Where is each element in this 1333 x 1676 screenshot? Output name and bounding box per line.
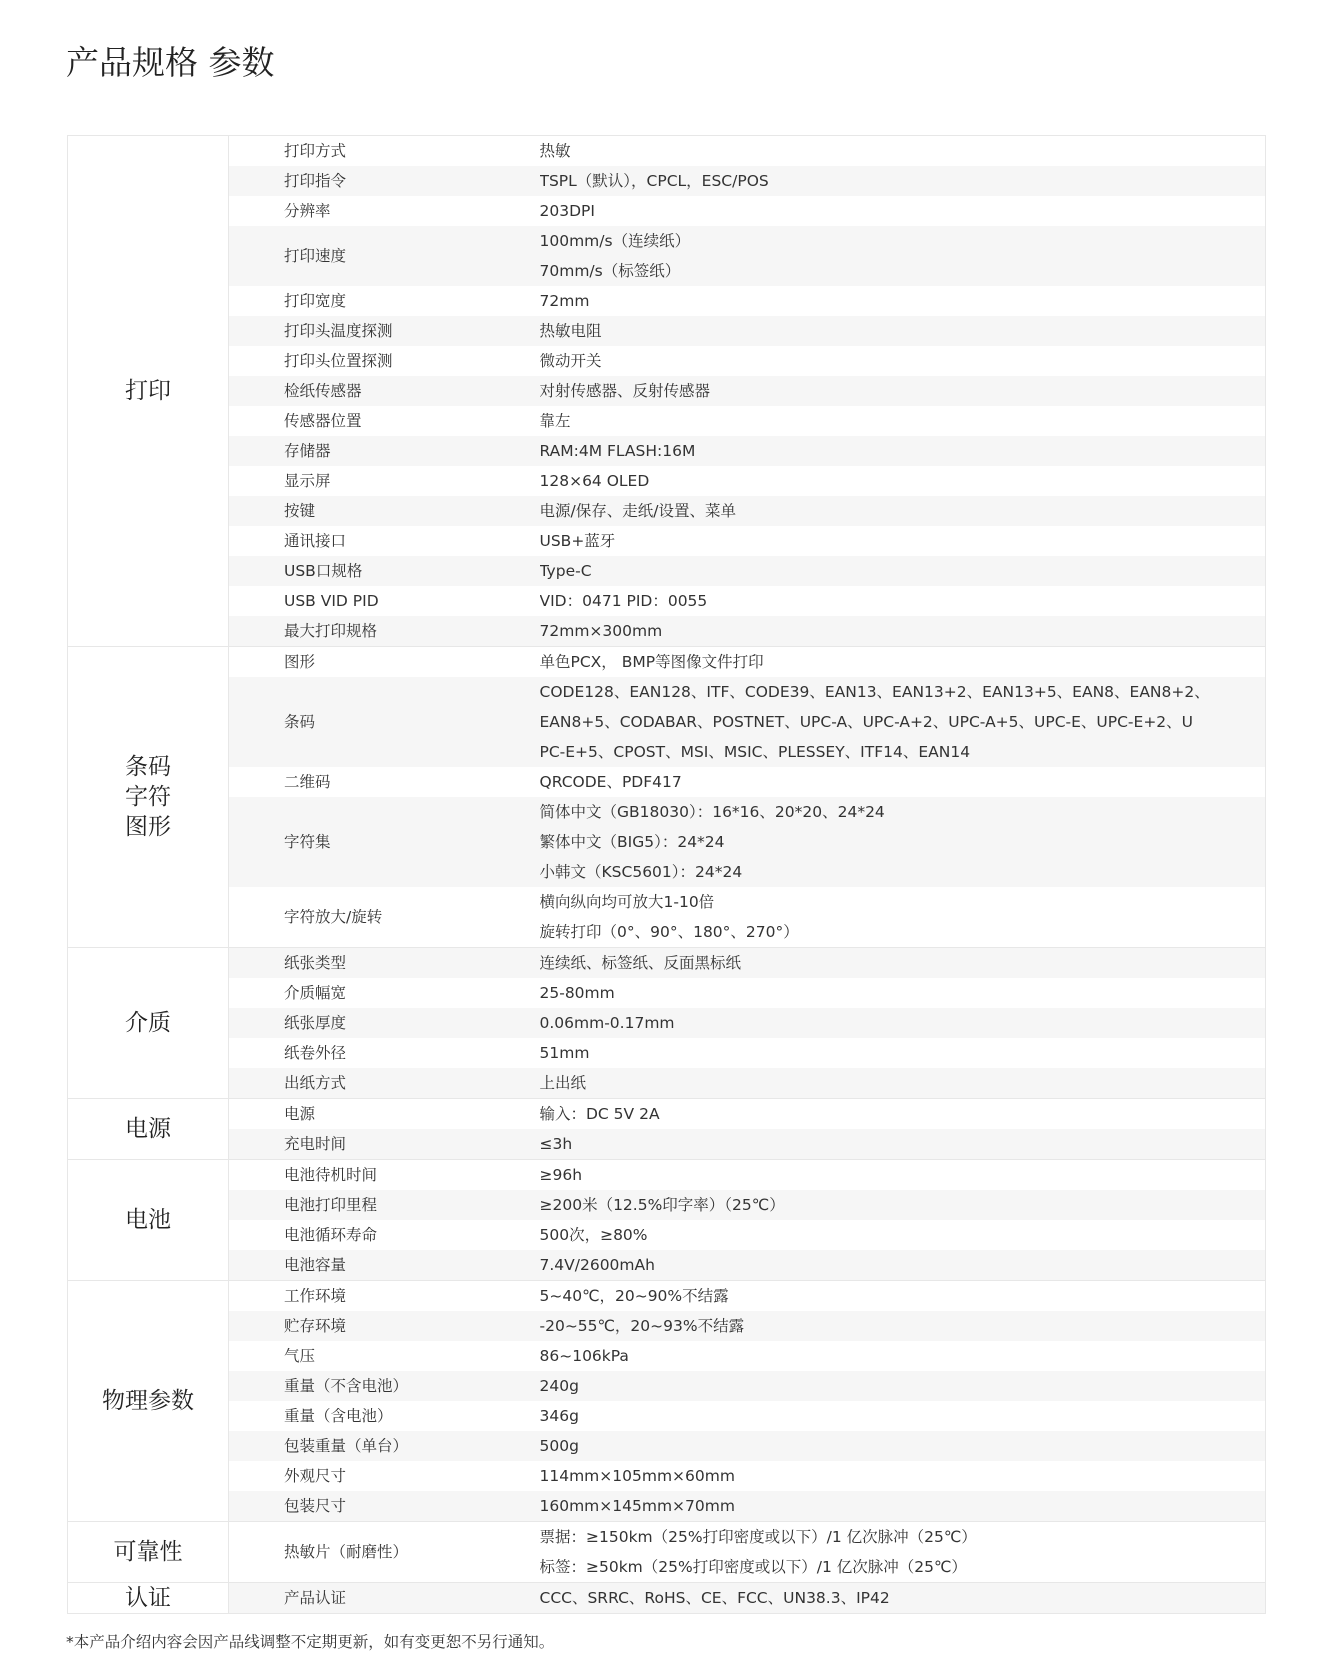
- spec-value-cell: [540, 1341, 1266, 1371]
- spec-value-cell: [540, 406, 1266, 436]
- spec-value-cell: [540, 1008, 1266, 1038]
- spec-value: ≥200米（12.5%印字率）（25℃）: [539, 1196, 785, 1214]
- spec-value: 输入：DC 5V 2A: [539, 1105, 660, 1123]
- category-label: 图形: [125, 814, 171, 840]
- spec-value-cell: [540, 887, 1266, 948]
- spec-name-cell: [229, 1461, 540, 1491]
- spec-row: [68, 1160, 1266, 1191]
- spec-row: [68, 767, 1266, 797]
- spec-value-cell: [540, 1311, 1266, 1341]
- spec-row: [68, 1401, 1266, 1431]
- spec-value: 346g: [539, 1407, 579, 1425]
- spec-value: 160mm×145mm×70mm: [539, 1497, 735, 1515]
- spec-name: 打印方式: [284, 142, 347, 160]
- spec-row: [68, 226, 1266, 286]
- spec-name: 打印头位置探测: [284, 352, 393, 370]
- category-cell-print: [68, 136, 229, 647]
- spec-row: [68, 586, 1266, 616]
- spec-name: 介质幅宽: [284, 984, 347, 1002]
- spec-value-cell: [540, 586, 1266, 616]
- spec-value: 500次，≥80%: [539, 1226, 648, 1244]
- footnote: *本产品介绍内容会因产品线调整不定期更新，如有变更恕不另行通知。: [66, 1633, 555, 1651]
- category-label: 条码: [125, 754, 171, 780]
- spec-value: 旋转打印（0°、90°、180°、270°）: [539, 923, 799, 941]
- spec-value: Type-C: [539, 562, 592, 580]
- spec-name-cell: [229, 1583, 540, 1614]
- spec-name-cell: [229, 376, 540, 406]
- spec-row: [68, 466, 1266, 496]
- spec-name: 电池待机时间: [284, 1166, 378, 1184]
- spec-value: 25-80mm: [539, 984, 615, 1002]
- spec-name-cell: [229, 1341, 540, 1371]
- spec-name: 电池打印里程: [284, 1196, 378, 1214]
- spec-row: [68, 136, 1266, 167]
- spec-name-cell: [229, 1281, 540, 1312]
- spec-row: [68, 1583, 1266, 1614]
- spec-value-cell: [540, 797, 1266, 887]
- spec-value: 86~106kPa: [539, 1347, 629, 1365]
- spec-name-cell: [229, 1160, 540, 1191]
- spec-value: 72mm×300mm: [539, 622, 663, 640]
- spec-row: [68, 1190, 1266, 1220]
- spec-row: [68, 436, 1266, 466]
- spec-value: 128×64 OLED: [539, 472, 650, 490]
- spec-value: 500g: [539, 1437, 579, 1455]
- spec-name-cell: [229, 1190, 540, 1220]
- spec-value-cell: [540, 346, 1266, 376]
- spec-name: 电池循环寿命: [284, 1226, 378, 1244]
- spec-name: 重量（不含电池）: [284, 1377, 409, 1395]
- category-label: 电池: [125, 1207, 171, 1233]
- spec-row: [68, 647, 1266, 678]
- spec-value: 热敏: [539, 142, 571, 160]
- spec-name: 热敏片（耐磨性）: [284, 1543, 409, 1561]
- spec-name: 打印指令: [284, 172, 347, 190]
- spec-value-cell: [540, 196, 1266, 226]
- spec-value: 51mm: [539, 1044, 590, 1062]
- spec-value-cell: [540, 1068, 1266, 1099]
- spec-name-cell: [229, 1220, 540, 1250]
- spec-value: ≤3h: [539, 1135, 573, 1153]
- spec-name-cell: [229, 1491, 540, 1522]
- spec-value: USB+蓝牙: [539, 532, 616, 550]
- spec-value: CCC、SRRC、RoHS、CE、FCC、UN38.3、IP42: [539, 1589, 890, 1607]
- spec-name-cell: [229, 1431, 540, 1461]
- spec-value-cell: [540, 226, 1266, 286]
- spec-name-cell: [229, 406, 540, 436]
- spec-row: [68, 978, 1266, 1008]
- category-label: 介质: [125, 1010, 171, 1036]
- spec-row: [68, 1341, 1266, 1371]
- spec-value-cell: [540, 1250, 1266, 1281]
- spec-value: 靠左: [539, 412, 571, 430]
- spec-value-cell: [540, 436, 1266, 466]
- spec-row: [68, 1038, 1266, 1068]
- spec-value-cell: [540, 316, 1266, 346]
- category-cell-cert: [68, 1583, 229, 1614]
- category-cell-media: [68, 948, 229, 1099]
- spec-value: 对射传感器、反射传感器: [539, 382, 711, 400]
- spec-value: RAM:4M FLASH:16M: [539, 442, 696, 460]
- spec-value-cell: [540, 1491, 1266, 1522]
- spec-value: 横向纵向均可放大1-10倍: [539, 893, 715, 911]
- spec-row: [68, 1431, 1266, 1461]
- spec-value-cell: [540, 677, 1266, 767]
- spec-name-cell: [229, 586, 540, 616]
- spec-name: 纸张厚度: [284, 1014, 347, 1032]
- category-cell-physical: [68, 1281, 229, 1522]
- category-cell-barcode: [68, 647, 229, 948]
- spec-value: 0.06mm-0.17mm: [539, 1014, 675, 1032]
- spec-row: [68, 1008, 1266, 1038]
- spec-value: 繁体中文（BIG5）：24*24: [539, 833, 725, 851]
- spec-value-cell: [540, 1583, 1266, 1614]
- spec-row: [68, 286, 1266, 316]
- spec-name: 纸卷外径: [284, 1044, 347, 1062]
- spec-row: [68, 376, 1266, 406]
- spec-row: [68, 1461, 1266, 1491]
- spec-name-cell: [229, 948, 540, 979]
- spec-name-cell: [229, 797, 540, 887]
- spec-name: 条码: [284, 713, 316, 731]
- spec-row: [68, 196, 1266, 226]
- spec-name: 包装重量（单台）: [284, 1437, 409, 1455]
- spec-row: [68, 1281, 1266, 1312]
- spec-name: 分辨率: [284, 202, 331, 220]
- spec-value-cell: [540, 647, 1266, 678]
- spec-row: [68, 948, 1266, 979]
- spec-name: 充电时间: [284, 1135, 347, 1153]
- spec-name-cell: [229, 526, 540, 556]
- spec-name-cell: [229, 1038, 540, 1068]
- spec-name-cell: [229, 166, 540, 196]
- spec-row: [68, 526, 1266, 556]
- page-title: 产品规格 参数: [66, 43, 275, 82]
- spec-value-cell: [540, 1160, 1266, 1191]
- spec-value-cell: [540, 1220, 1266, 1250]
- spec-value-cell: [540, 136, 1266, 167]
- spec-value: QRCODE、PDF417: [539, 773, 682, 791]
- spec-value: 票据：≥150km（25%打印密度或以下）/1 亿次脉冲（25℃）: [539, 1528, 977, 1546]
- spec-name: USB口规格: [284, 562, 363, 580]
- spec-row: [68, 406, 1266, 436]
- spec-name: 贮存环境: [284, 1317, 347, 1335]
- spec-value: 240g: [539, 1377, 579, 1395]
- spec-value: 100mm/s（连续纸）: [539, 232, 691, 250]
- spec-value-cell: [540, 1371, 1266, 1401]
- spec-value-cell: [540, 1281, 1266, 1312]
- category-cell-power: [68, 1099, 229, 1160]
- spec-value: CODE128、EAN128、ITF、CODE39、EAN13、EAN13+2、EAN13+5、EAN8、EAN8+2、: [539, 683, 1210, 701]
- spec-row: [68, 1491, 1266, 1522]
- spec-name-cell: [229, 767, 540, 797]
- spec-name: 最大打印规格: [284, 622, 378, 640]
- spec-value-cell: [540, 1461, 1266, 1491]
- spec-name-cell: [229, 226, 540, 286]
- spec-value-cell: [540, 616, 1266, 647]
- spec-name-cell: [229, 496, 540, 526]
- category-label: 电源: [125, 1116, 171, 1142]
- spec-value-cell: [540, 1431, 1266, 1461]
- spec-row: [68, 166, 1266, 196]
- spec-name: 包装尺寸: [284, 1497, 347, 1515]
- spec-name: 打印速度: [284, 247, 347, 265]
- spec-name: 字符集: [284, 833, 331, 851]
- spec-name: 纸张类型: [284, 954, 347, 972]
- spec-value: EAN8+5、CODABAR、POSTNET、UPC-A、UPC-A+2、UPC-A+5、UPC-E、UPC-E+2、U: [539, 713, 1194, 731]
- spec-name-cell: [229, 556, 540, 586]
- spec-row: [68, 797, 1266, 887]
- spec-name: 检纸传感器: [284, 382, 362, 400]
- spec-value-cell: [540, 1190, 1266, 1220]
- spec-value: 标签：≥50km（25%打印密度或以下）/1 亿次脉冲（25℃）: [539, 1558, 967, 1576]
- spec-name-cell: [229, 466, 540, 496]
- spec-name: 图形: [284, 653, 316, 671]
- spec-value-cell: [540, 978, 1266, 1008]
- category-label: 认证: [125, 1585, 171, 1611]
- spec-name-cell: [229, 1068, 540, 1099]
- spec-row: [68, 677, 1266, 767]
- category-cell-battery: [68, 1160, 229, 1281]
- spec-value-cell: [540, 767, 1266, 797]
- spec-name: 打印宽度: [284, 292, 347, 310]
- spec-row: [68, 1371, 1266, 1401]
- spec-value-cell: [540, 466, 1266, 496]
- spec-row: [68, 1311, 1266, 1341]
- spec-row: [68, 1129, 1266, 1160]
- category-label: 物理参数: [102, 1388, 194, 1414]
- spec-value: 微动开关: [539, 352, 602, 370]
- spec-value-cell: [540, 376, 1266, 406]
- spec-value-cell: [540, 1401, 1266, 1431]
- spec-name-cell: [229, 346, 540, 376]
- spec-name-cell: [229, 677, 540, 767]
- spec-row: [68, 1068, 1266, 1099]
- spec-value: 电源/保存、走纸/设置、菜单: [539, 502, 736, 520]
- spec-value: 72mm: [539, 292, 590, 310]
- spec-row: [68, 346, 1266, 376]
- spec-value-cell: [540, 526, 1266, 556]
- spec-name: 字符放大/旋转: [284, 908, 383, 926]
- spec-row: [68, 556, 1266, 586]
- spec-name: 按键: [284, 502, 316, 520]
- spec-value: 114mm×105mm×60mm: [539, 1467, 735, 1485]
- spec-name: 打印头温度探测: [284, 322, 393, 340]
- spec-value: VID：0471 PID：0055: [539, 592, 708, 610]
- spec-table: [67, 135, 1266, 1614]
- spec-name: USB VID PID: [284, 592, 379, 610]
- spec-value: 203DPI: [539, 202, 595, 220]
- spec-name: 传感器位置: [284, 412, 362, 430]
- spec-row: [68, 1522, 1266, 1583]
- spec-value-cell: [540, 1099, 1266, 1130]
- spec-name-cell: [229, 978, 540, 1008]
- spec-value: 单色PCX， BMP等图像文件打印: [539, 653, 764, 671]
- spec-name: 产品认证: [284, 1589, 347, 1607]
- spec-name-cell: [229, 1129, 540, 1160]
- spec-value: 70mm/s（标签纸）: [539, 262, 681, 280]
- spec-value: TSPL（默认），CPCL，ESC/POS: [539, 172, 769, 190]
- spec-value: 上出纸: [539, 1074, 587, 1092]
- spec-name: 电源: [284, 1105, 316, 1123]
- spec-name: 出纸方式: [284, 1074, 347, 1092]
- spec-name-cell: [229, 1099, 540, 1130]
- category-label: 可靠性: [113, 1539, 183, 1565]
- spec-value: PC-E+5、CPOST、MSI、MSIC、PLESSEY、ITF14、EAN14: [539, 743, 971, 761]
- spec-value: 5~40℃，20~90%不结露: [539, 1287, 729, 1305]
- spec-name: 气压: [284, 1347, 316, 1365]
- spec-name: 通讯接口: [284, 532, 347, 550]
- spec-name-cell: [229, 1401, 540, 1431]
- spec-name-cell: [229, 1008, 540, 1038]
- spec-value: -20~55℃，20~93%不结露: [539, 1317, 745, 1335]
- spec-name: 外观尺寸: [284, 1467, 347, 1485]
- spec-name-cell: [229, 647, 540, 678]
- spec-value-cell: [540, 286, 1266, 316]
- spec-row: [68, 316, 1266, 346]
- spec-value: 小韩文（KSC5601）：24*24: [539, 863, 743, 881]
- spec-value: 连续纸、标签纸、反面黑标纸: [539, 954, 742, 972]
- category-label: 打印: [125, 378, 171, 404]
- spec-name-cell: [229, 196, 540, 226]
- spec-name-cell: [229, 1371, 540, 1401]
- spec-value-cell: [540, 1522, 1266, 1583]
- spec-name-cell: [229, 1522, 540, 1583]
- spec-name: 存储器: [284, 442, 331, 460]
- spec-row: [68, 1099, 1266, 1130]
- spec-name-cell: [229, 286, 540, 316]
- spec-row: [68, 1220, 1266, 1250]
- spec-name: 工作环境: [284, 1287, 347, 1305]
- spec-name-cell: [229, 136, 540, 167]
- category-label: 字符: [125, 784, 171, 810]
- spec-value-cell: [540, 496, 1266, 526]
- spec-name: 显示屏: [284, 472, 331, 490]
- spec-row: [68, 1250, 1266, 1281]
- spec-value: 简体中文（GB18030）：16*16、20*20、24*24: [539, 803, 885, 821]
- spec-value-cell: [540, 166, 1266, 196]
- spec-row: [68, 887, 1266, 948]
- spec-name: 电池容量: [284, 1256, 347, 1274]
- spec-value-cell: [540, 1038, 1266, 1068]
- spec-value: 7.4V/2600mAh: [539, 1256, 655, 1274]
- spec-name: 二维码: [284, 773, 331, 791]
- spec-name-cell: [229, 616, 540, 647]
- spec-value-cell: [540, 1129, 1266, 1160]
- spec-name-cell: [229, 316, 540, 346]
- spec-value-cell: [540, 556, 1266, 586]
- spec-name-cell: [229, 887, 540, 948]
- spec-name-cell: [229, 436, 540, 466]
- spec-row: [68, 496, 1266, 526]
- spec-name: 重量（含电池）: [284, 1407, 393, 1425]
- category-cell-reliability: [68, 1522, 229, 1583]
- spec-name-cell: [229, 1311, 540, 1341]
- spec-name-cell: [229, 1250, 540, 1281]
- spec-row: [68, 616, 1266, 647]
- spec-value-cell: [540, 948, 1266, 979]
- spec-value: 热敏电阻: [539, 322, 602, 340]
- spec-value: ≥96h: [539, 1166, 583, 1184]
